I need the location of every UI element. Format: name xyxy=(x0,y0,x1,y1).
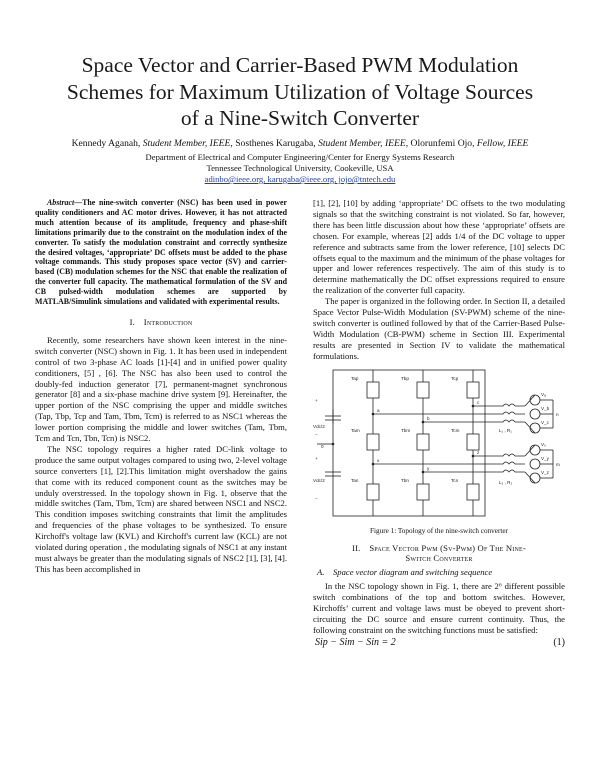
paragraph: Recently, some researchers have shown keen interest in the nine-switch converter (NSC) shown in Fig. 1. It has been used in independent control of two 3-phase AC loads [1]-[4] and in unified power quality conditioners, [5] , [6]. The NSC has also been used to control the doubly-fed induction generator [7], permanent-magnet synchronous generator [8] and a six-phase machine drive system [9]. Hereinafter, the upper portion of the NSC comprising the upper and middle switches (Tap, Tbp, Tcp and Tam, Tbm, Tcm) is referred to as NSC1 whereas the lower portion comprising the middle and lower switches (Tam, Tbm, Tcm and Tcn, Tbn, Tcn) is NSC2. xyxy=(35,334,287,444)
title-line: of a Nine-Switch Converter xyxy=(180,106,420,130)
label-node-n: n xyxy=(556,411,559,417)
label-tbp: Tbp xyxy=(401,375,409,381)
label-tap: Tap xyxy=(351,375,359,381)
label-node-m: m xyxy=(556,461,560,467)
label-plus-top: + xyxy=(315,397,318,403)
label-minus-bottom: − xyxy=(315,495,318,501)
label-tbn: Tbn xyxy=(401,477,409,483)
label-vdc-bottom: Vdc/2 xyxy=(313,477,325,483)
paper-title xyxy=(30,52,570,132)
paragraph: [1], [2], [10] by adding ‘appropriate’ DC offsets to the two modulating signals so that the switching constraint is not violated. So far, however, there has been little discussion about how these ‘appropriate’ offsets are chosen. For example, whereas [2] adds 1/4 of the DC voltage to upper reference and subtracts same from the lower reference, [10] selects DC offsets equal to the maximum and the minimum of the phase voltages for upper and lower references respectively. The aim of this study is to determine mathematically the DC offset expressions required to ensure the realization of the converter full capacity. xyxy=(313,198,565,296)
label-src-c: V_c xyxy=(541,419,549,425)
figure-nsc-topology xyxy=(313,364,565,524)
section-heading-line: Switch Converter xyxy=(405,553,473,563)
equation-1 xyxy=(313,638,565,652)
title-line: Schemes for Maximum Utilization of Voltage Sources xyxy=(66,79,534,104)
label-zero: 0 xyxy=(321,443,324,449)
author-name: , Sosthenes Karugaba, xyxy=(230,138,316,149)
label-node-y: y xyxy=(427,465,430,471)
label-tbm: Tbm xyxy=(401,427,411,433)
label-vdc-top: Vdc/2 xyxy=(313,423,325,429)
equation-number: (1) xyxy=(553,636,565,648)
label-minus-top: − xyxy=(315,431,318,437)
label-src-y: V_y xyxy=(541,455,549,461)
section-heading: I. Introduction xyxy=(129,316,193,327)
label-load1: L₁ , R₁ xyxy=(499,427,512,433)
equation-text: Sip − Sim − Sin = 2 xyxy=(315,636,396,648)
left-column xyxy=(35,198,287,575)
affiliation xyxy=(20,152,580,185)
label-node-x: x xyxy=(377,457,380,463)
department: Department of Electrical and Computer Engineering/Center for Energy Systems Research xyxy=(145,152,455,162)
abstract-text: —The nine-switch converter (NSC) has been used in power quality conditioners and AC motor drives. However, it has not attracted much attention because of its amplitude, frequency and phase-shift limitations primarily due to the constraint on the modulation index of the converter. To satisfy the modulation constraint and correctly synthesize the desired voltages, ‘appropriate’ DC offsets must be added to the phase voltage commands. This study proposes space vector (SV) and carrier-based (CB) modulation schemes for the NSC that enable the realization of the converter full capacity. The mathematical formulation of the SV and CB pulsed-width modulation schemes are supported by MATLAB/Simulink simulations and validated with experimental results. xyxy=(35,198,287,307)
label-src-b: V_b xyxy=(541,405,550,411)
label-src-z: V_z xyxy=(541,469,549,475)
author-name: , Olorunfemi Ojo, xyxy=(405,138,475,149)
section-heading xyxy=(313,543,565,564)
abstract-label: Abstract xyxy=(47,198,75,207)
label-tam: Tam xyxy=(351,427,360,433)
right-column xyxy=(313,198,565,652)
section-heading-line: II. Space Vector Pwm (Sv-Pwm) Of The Nine- xyxy=(352,542,526,553)
label-src-x: Vₓ xyxy=(541,441,546,447)
paragraph: In the NSC topology shown in Fig. 1, there are 2⁶ different possible switch combinations of the top and bottom switches. However, Kirchoffs’ current and voltage laws must be obeyed to prevent short-circuiting the DC source and ensure current continuity. Thus, the following constraint on the switching functions must be satisfied: xyxy=(313,581,565,636)
paragraph: The paper is organized in the following order. In Section II, a detailed Space Vector Pulse-Width Modulation (SV-PWM) scheme of the nine-switch converter is outlined followed by that of the Carrier-Based Pulse-Width Modulation (CB-PWM) scheme in Section III. Experimental results are presented in Section IV to validate the mathematical formulations. xyxy=(313,296,565,361)
label-tcn: Tcn xyxy=(451,477,459,483)
author-name: Kennedy Aganah, xyxy=(71,138,141,149)
abstract xyxy=(35,198,287,307)
label-load2: L₂ , R₂ xyxy=(499,479,513,485)
label-plus-bottom: + xyxy=(315,455,318,461)
label-tcp: Tcp xyxy=(451,375,459,381)
label-src-a: Vₐ xyxy=(541,391,546,397)
author-role: Fellow, IEEE xyxy=(476,138,529,149)
label-node-a: a xyxy=(377,407,380,413)
author-role: Student Member, IEEE xyxy=(318,138,406,149)
label-node-z: z xyxy=(477,449,480,455)
label-node-b: b xyxy=(427,415,430,421)
figure-caption: Figure 1: Topology of the nine-switch converter xyxy=(370,526,508,535)
author-role: Student Member, IEEE xyxy=(142,138,231,149)
label-node-c: c xyxy=(477,399,480,405)
label-tan: Tan xyxy=(351,477,359,483)
label-tcm: Tcm xyxy=(451,427,460,433)
author-list xyxy=(20,138,580,150)
university: Tennessee Technological University, Cookeville, USA xyxy=(206,163,394,173)
subsection-heading: A. Space vector diagram and switching sequence xyxy=(317,566,493,577)
email-links[interactable]: adinbo@ieee.org, karugaba@ieee.org, jojo@tntech.edu xyxy=(204,174,396,184)
circuit-diagram xyxy=(313,364,565,524)
paragraph: The NSC topology requires a higher rated DC-link voltage to produce the same output voltages compared to using two, 2-level voltage source converters [1], [2].This limitation might overshadow the gains that come with its reduced component count as the switches may be unduly overstressed. In the topology shown in Fig. 1, observe that the middle switches (Tam, Tbm, Tcm) are shared between NSC1 and NSC2. This condition imposes switching constraints that limit the amplitudes and frequencies of the phase voltages to be synthesized. To ensure Kirchoff's voltage law (KVL) and Kirchoff's current law (KCL) are not violated during operation , the modulating signals of NSC1 at any instant must always be greater than the modulating signals of NSC2 [1], [3], [4]. This has been accomplished in xyxy=(35,443,287,574)
title-line: Space Vector and Carrier-Based PWM Modulation xyxy=(81,53,519,77)
